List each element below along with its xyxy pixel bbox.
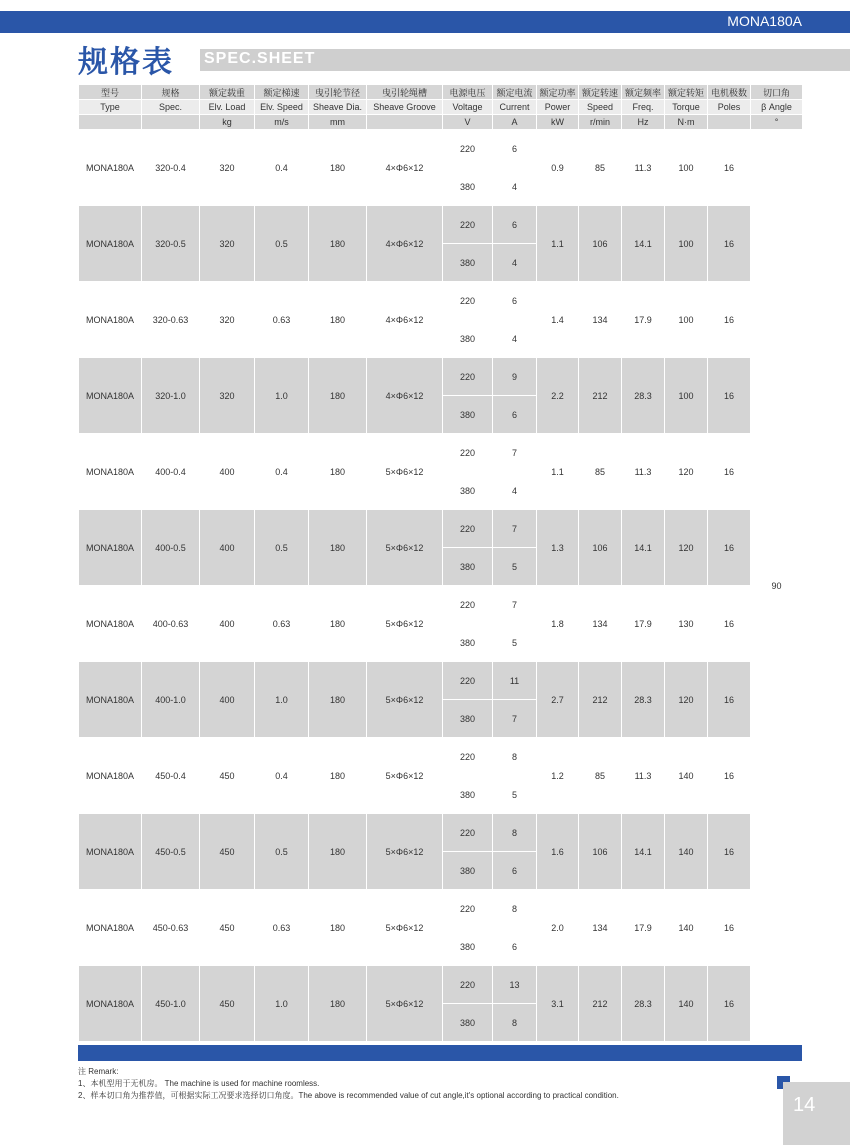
cell-groove: 5×Φ6×12 xyxy=(367,814,443,890)
cell-rpm: 106 xyxy=(579,510,622,586)
header-cell-unit: kW xyxy=(537,115,579,130)
remarks xyxy=(78,1066,619,1102)
table-row xyxy=(79,586,803,624)
cell-power: 1.6 xyxy=(537,814,579,890)
table-row xyxy=(79,282,803,320)
cell-freq: 14.1 xyxy=(622,510,665,586)
cell-type: MONA180A xyxy=(79,510,142,586)
cell-spec: 400-1.0 xyxy=(142,662,200,738)
header-cell-cn: 额定电流 xyxy=(493,85,537,100)
header-cell-cn: 切口角 xyxy=(751,85,803,100)
remark-line-2: 2、样本切口角为推荐值，可根据实际工况要求选择切口角度。The above is recommended value of cut angle,it's optional according to practical condition. xyxy=(78,1091,619,1100)
header-cell-en: Voltage xyxy=(443,100,493,115)
table-row xyxy=(79,738,803,776)
cell-rpm: 212 xyxy=(579,358,622,434)
header-cell-cn: 额定梯速 xyxy=(255,85,309,100)
cell-rpm: 212 xyxy=(579,966,622,1042)
cell-freq: 11.3 xyxy=(622,434,665,510)
cell-a2: 4 xyxy=(493,244,537,282)
cell-dia: 180 xyxy=(309,662,367,738)
cell-poles: 16 xyxy=(708,358,751,434)
cell-spec: 450-0.63 xyxy=(142,890,200,966)
cell-speed: 0.63 xyxy=(255,282,309,358)
cell-torque: 140 xyxy=(665,890,708,966)
cell-poles: 16 xyxy=(708,206,751,282)
header-cell-unit: kg xyxy=(200,115,255,130)
header-cell-unit xyxy=(142,115,200,130)
cell-v1: 220 xyxy=(443,662,493,700)
cell-type: MONA180A xyxy=(79,282,142,358)
cell-freq: 28.3 xyxy=(622,966,665,1042)
header-cell-en: Type xyxy=(79,100,142,115)
cell-rpm: 85 xyxy=(579,130,622,206)
cell-a2: 7 xyxy=(493,700,537,738)
table-row xyxy=(79,890,803,928)
header-cell-en: Speed xyxy=(579,100,622,115)
cell-load: 400 xyxy=(200,510,255,586)
header-cell-cn: 额定功率 xyxy=(537,85,579,100)
cell-spec: 400-0.4 xyxy=(142,434,200,510)
cell-v2: 380 xyxy=(443,928,493,966)
cell-groove: 5×Φ6×12 xyxy=(367,510,443,586)
cell-v2: 380 xyxy=(443,700,493,738)
cell-freq: 11.3 xyxy=(622,130,665,206)
cell-torque: 140 xyxy=(665,738,708,814)
cell-angle: 90 xyxy=(751,130,803,1042)
cell-groove: 5×Φ6×12 xyxy=(367,586,443,662)
cell-v1: 220 xyxy=(443,130,493,168)
page-number: 14 xyxy=(793,1094,816,1116)
cell-type: MONA180A xyxy=(79,586,142,662)
cell-a1: 6 xyxy=(493,130,537,168)
header-cell-unit xyxy=(79,115,142,130)
cell-speed: 0.5 xyxy=(255,510,309,586)
cell-a1: 6 xyxy=(493,206,537,244)
page-title-en: SPEC.SHEET xyxy=(204,50,316,67)
header-cell-unit: N·m xyxy=(665,115,708,130)
header-cell-en: Freq. xyxy=(622,100,665,115)
header-cell-en: Elv. Speed xyxy=(255,100,309,115)
cell-groove: 5×Φ6×12 xyxy=(367,662,443,738)
cell-rpm: 134 xyxy=(579,282,622,358)
header-cell-unit: V xyxy=(443,115,493,130)
cell-a1: 6 xyxy=(493,282,537,320)
cell-load: 400 xyxy=(200,662,255,738)
cell-a1: 7 xyxy=(493,434,537,472)
header-cell-unit: Hz xyxy=(622,115,665,130)
cell-groove: 4×Φ6×12 xyxy=(367,130,443,206)
cell-freq: 17.9 xyxy=(622,282,665,358)
cell-type: MONA180A xyxy=(79,890,142,966)
cell-a2: 8 xyxy=(493,1004,537,1042)
cell-speed: 1.0 xyxy=(255,966,309,1042)
cell-dia: 180 xyxy=(309,890,367,966)
cell-a2: 5 xyxy=(493,776,537,814)
header-cell-cn: 规格 xyxy=(142,85,200,100)
cell-torque: 140 xyxy=(665,966,708,1042)
header-cell-en: Power xyxy=(537,100,579,115)
cell-v2: 380 xyxy=(443,244,493,282)
cell-dia: 180 xyxy=(309,814,367,890)
header-cell-cn: 型号 xyxy=(79,85,142,100)
cell-type: MONA180A xyxy=(79,434,142,510)
cell-a1: 8 xyxy=(493,814,537,852)
cell-speed: 0.63 xyxy=(255,890,309,966)
cell-rpm: 134 xyxy=(579,890,622,966)
cell-power: 1.8 xyxy=(537,586,579,662)
header-row-unit xyxy=(79,115,803,130)
cell-v2: 380 xyxy=(443,396,493,434)
cell-load: 320 xyxy=(200,282,255,358)
cell-v1: 220 xyxy=(443,966,493,1004)
cell-load: 320 xyxy=(200,206,255,282)
cell-power: 0.9 xyxy=(537,130,579,206)
header-row-en xyxy=(79,100,803,115)
cell-torque: 120 xyxy=(665,662,708,738)
cell-v1: 220 xyxy=(443,434,493,472)
cell-load: 450 xyxy=(200,814,255,890)
cell-groove: 5×Φ6×12 xyxy=(367,966,443,1042)
cell-load: 320 xyxy=(200,358,255,434)
cell-speed: 0.63 xyxy=(255,586,309,662)
cell-power: 1.2 xyxy=(537,738,579,814)
cell-dia: 180 xyxy=(309,206,367,282)
cell-rpm: 85 xyxy=(579,434,622,510)
cell-freq: 17.9 xyxy=(622,586,665,662)
cell-load: 450 xyxy=(200,890,255,966)
header-cell-cn: 额定转矩 xyxy=(665,85,708,100)
cell-rpm: 212 xyxy=(579,662,622,738)
cell-spec: 320-0.63 xyxy=(142,282,200,358)
cell-v2: 380 xyxy=(443,624,493,662)
table-row xyxy=(79,814,803,852)
cell-groove: 5×Φ6×12 xyxy=(367,890,443,966)
header-cell-unit: r/min xyxy=(579,115,622,130)
cell-rpm: 134 xyxy=(579,586,622,662)
cell-torque: 100 xyxy=(665,206,708,282)
table-row xyxy=(79,966,803,1004)
table-row xyxy=(79,434,803,472)
cell-speed: 0.5 xyxy=(255,206,309,282)
header-cell-unit xyxy=(367,115,443,130)
cell-poles: 16 xyxy=(708,814,751,890)
cell-groove: 5×Φ6×12 xyxy=(367,434,443,510)
remark-line-1: 1、本机型用于无机房。 The machine is used for machine roomless. xyxy=(78,1079,320,1088)
cell-poles: 16 xyxy=(708,510,751,586)
cell-type: MONA180A xyxy=(79,358,142,434)
cell-v1: 220 xyxy=(443,206,493,244)
cell-rpm: 106 xyxy=(579,206,622,282)
cell-poles: 16 xyxy=(708,738,751,814)
cell-v1: 220 xyxy=(443,814,493,852)
cell-a1: 8 xyxy=(493,738,537,776)
cell-dia: 180 xyxy=(309,434,367,510)
cell-power: 2.2 xyxy=(537,358,579,434)
cell-a1: 8 xyxy=(493,890,537,928)
spec-table xyxy=(78,84,803,1042)
cell-dia: 180 xyxy=(309,130,367,206)
cell-v1: 220 xyxy=(443,738,493,776)
cell-poles: 16 xyxy=(708,890,751,966)
cell-poles: 16 xyxy=(708,966,751,1042)
cell-load: 400 xyxy=(200,434,255,510)
header-cell-en: Elv. Load xyxy=(200,100,255,115)
cell-dia: 180 xyxy=(309,282,367,358)
cell-groove: 4×Φ6×12 xyxy=(367,206,443,282)
header-cell-cn: 电源电压 xyxy=(443,85,493,100)
cell-type: MONA180A xyxy=(79,130,142,206)
cell-v2: 380 xyxy=(443,548,493,586)
cell-poles: 16 xyxy=(708,662,751,738)
table-row xyxy=(79,662,803,700)
table-row xyxy=(79,358,803,396)
cell-a2: 6 xyxy=(493,396,537,434)
cell-type: MONA180A xyxy=(79,738,142,814)
header-cell-unit xyxy=(708,115,751,130)
top-bar xyxy=(0,11,850,33)
cell-torque: 100 xyxy=(665,130,708,206)
cell-a2: 4 xyxy=(493,472,537,510)
cell-rpm: 106 xyxy=(579,814,622,890)
cell-v2: 380 xyxy=(443,472,493,510)
cell-v2: 380 xyxy=(443,168,493,206)
header-cell-en: Sheave Dia. xyxy=(309,100,367,115)
cell-spec: 320-1.0 xyxy=(142,358,200,434)
cell-v1: 220 xyxy=(443,890,493,928)
cell-power: 1.1 xyxy=(537,434,579,510)
cell-a2: 4 xyxy=(493,168,537,206)
header-model: MONA180A xyxy=(727,13,802,29)
cell-a2: 5 xyxy=(493,548,537,586)
cell-v1: 220 xyxy=(443,282,493,320)
cell-a1: 11 xyxy=(493,662,537,700)
cell-groove: 4×Φ6×12 xyxy=(367,358,443,434)
cell-power: 2.7 xyxy=(537,662,579,738)
header-cell-en: β Angle xyxy=(751,100,803,115)
cell-torque: 130 xyxy=(665,586,708,662)
cell-groove: 4×Φ6×12 xyxy=(367,282,443,358)
cell-spec: 320-0.4 xyxy=(142,130,200,206)
cell-power: 1.4 xyxy=(537,282,579,358)
cell-spec: 320-0.5 xyxy=(142,206,200,282)
cell-torque: 120 xyxy=(665,510,708,586)
header-cell-en: Spec. xyxy=(142,100,200,115)
cell-type: MONA180A xyxy=(79,814,142,890)
cell-torque: 120 xyxy=(665,434,708,510)
cell-load: 450 xyxy=(200,738,255,814)
cell-freq: 28.3 xyxy=(622,358,665,434)
page-title-cn: 规格表 xyxy=(78,45,174,80)
header-cell-cn: 额定载重 xyxy=(200,85,255,100)
cell-rpm: 85 xyxy=(579,738,622,814)
cell-a2: 6 xyxy=(493,852,537,890)
table-row xyxy=(79,206,803,244)
cell-spec: 450-0.5 xyxy=(142,814,200,890)
remark-title: 注 Remark: xyxy=(78,1067,119,1076)
cell-load: 400 xyxy=(200,586,255,662)
cell-dia: 180 xyxy=(309,738,367,814)
cell-poles: 16 xyxy=(708,586,751,662)
cell-speed: 0.4 xyxy=(255,130,309,206)
cell-freq: 11.3 xyxy=(622,738,665,814)
header-cell-unit: A xyxy=(493,115,537,130)
cell-groove: 5×Φ6×12 xyxy=(367,738,443,814)
cell-freq: 14.1 xyxy=(622,814,665,890)
header-cell-cn: 曳引轮节径 xyxy=(309,85,367,100)
bottom-bar xyxy=(78,1045,802,1061)
cell-dia: 180 xyxy=(309,966,367,1042)
cell-spec: 450-0.4 xyxy=(142,738,200,814)
cell-dia: 180 xyxy=(309,586,367,662)
cell-speed: 0.4 xyxy=(255,434,309,510)
cell-v2: 380 xyxy=(443,776,493,814)
page-number-box xyxy=(783,1082,850,1145)
cell-speed: 0.4 xyxy=(255,738,309,814)
cell-power: 1.1 xyxy=(537,206,579,282)
cell-power: 3.1 xyxy=(537,966,579,1042)
cell-power: 1.3 xyxy=(537,510,579,586)
cell-a1: 7 xyxy=(493,586,537,624)
header-cell-en: Current xyxy=(493,100,537,115)
cell-dia: 180 xyxy=(309,510,367,586)
header-cell-en: Torque xyxy=(665,100,708,115)
header-cell-unit: ° xyxy=(751,115,803,130)
cell-v2: 380 xyxy=(443,320,493,358)
cell-a1: 13 xyxy=(493,966,537,1004)
cell-poles: 16 xyxy=(708,282,751,358)
cell-speed: 1.0 xyxy=(255,358,309,434)
cell-type: MONA180A xyxy=(79,966,142,1042)
header-cell-cn: 电机极数 xyxy=(708,85,751,100)
header-row-cn xyxy=(79,85,803,100)
cell-a2: 5 xyxy=(493,624,537,662)
cell-type: MONA180A xyxy=(79,662,142,738)
cell-speed: 0.5 xyxy=(255,814,309,890)
cell-a1: 7 xyxy=(493,510,537,548)
header-cell-cn: 额定频率 xyxy=(622,85,665,100)
cell-freq: 14.1 xyxy=(622,206,665,282)
cell-a2: 6 xyxy=(493,928,537,966)
cell-freq: 17.9 xyxy=(622,890,665,966)
header-cell-unit: m/s xyxy=(255,115,309,130)
cell-load: 450 xyxy=(200,966,255,1042)
cell-spec: 400-0.5 xyxy=(142,510,200,586)
cell-speed: 1.0 xyxy=(255,662,309,738)
cell-type: MONA180A xyxy=(79,206,142,282)
table-row xyxy=(79,510,803,548)
cell-power: 2.0 xyxy=(537,890,579,966)
cell-freq: 28.3 xyxy=(622,662,665,738)
cell-spec: 400-0.63 xyxy=(142,586,200,662)
cell-v1: 220 xyxy=(443,586,493,624)
cell-a1: 9 xyxy=(493,358,537,396)
header-cell-en: Poles xyxy=(708,100,751,115)
table-row xyxy=(79,130,803,168)
cell-torque: 100 xyxy=(665,282,708,358)
cell-v2: 380 xyxy=(443,1004,493,1042)
header-cell-cn: 曳引轮绳槽 xyxy=(367,85,443,100)
header-cell-en: Sheave Groove xyxy=(367,100,443,115)
cell-v1: 220 xyxy=(443,510,493,548)
header-cell-unit: mm xyxy=(309,115,367,130)
cell-v1: 220 xyxy=(443,358,493,396)
cell-poles: 16 xyxy=(708,434,751,510)
header-cell-cn: 额定转速 xyxy=(579,85,622,100)
cell-poles: 16 xyxy=(708,130,751,206)
cell-load: 320 xyxy=(200,130,255,206)
cell-torque: 140 xyxy=(665,814,708,890)
cell-v2: 380 xyxy=(443,852,493,890)
cell-spec: 450-1.0 xyxy=(142,966,200,1042)
cell-torque: 100 xyxy=(665,358,708,434)
cell-dia: 180 xyxy=(309,358,367,434)
cell-a2: 4 xyxy=(493,320,537,358)
